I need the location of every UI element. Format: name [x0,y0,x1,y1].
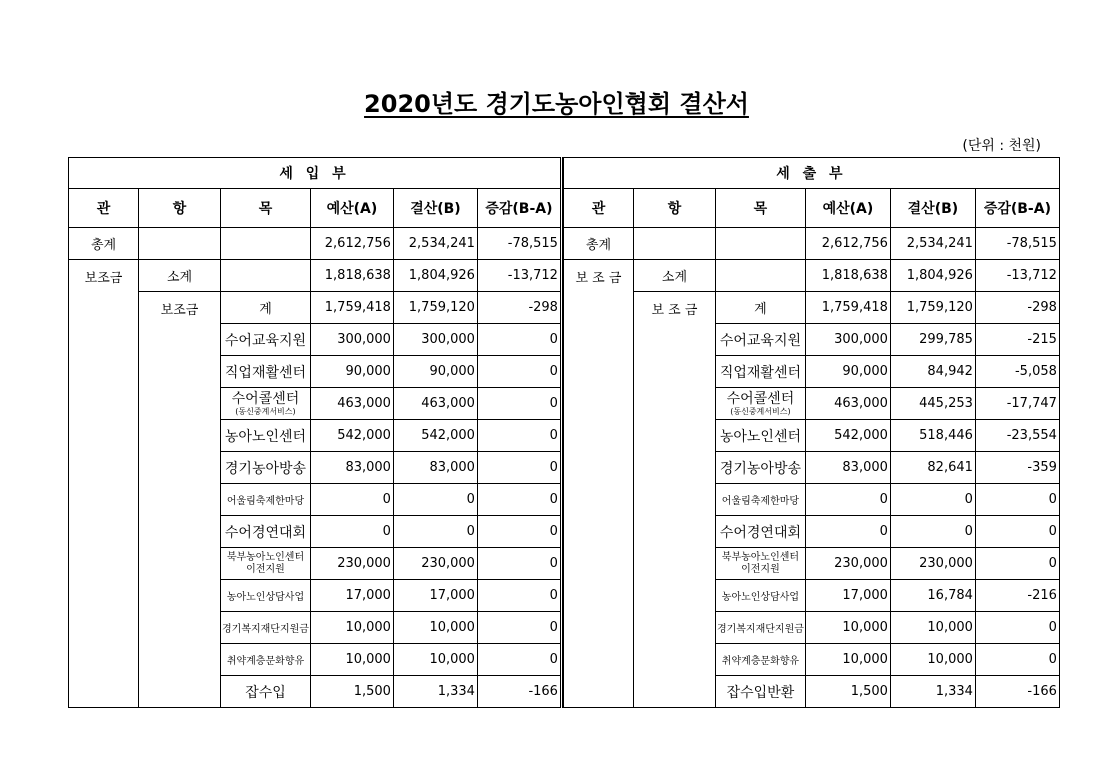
amount-cell: -298 [975,292,1059,324]
mok-sublabel: (동신중계서비스) [730,406,791,416]
amount-cell: 1,500 [805,676,890,708]
amount-cell: 2,612,756 [310,228,393,260]
amount-cell: -166 [477,676,561,708]
amount-cell: 1,818,638 [805,260,890,292]
amount-cell: 84,942 [890,356,975,388]
empty-cell [221,228,311,260]
mok-cell: 경기농아방송 [221,452,311,484]
mok-cell: 직업재활센터 [221,356,311,388]
amount-cell: 463,000 [393,388,477,420]
mok-cell: 수어경연대회 [221,516,311,548]
amount-cell: 0 [975,644,1059,676]
amount-cell: 0 [477,548,561,580]
amount-cell: 1,334 [393,676,477,708]
subtotal-row [563,260,1059,292]
amount-cell: 2,612,756 [805,228,890,260]
amount-cell: 10,000 [805,612,890,644]
empty-cell [715,260,805,292]
group-row [69,292,562,324]
total-label: 총계 [563,228,633,260]
amount-cell: 230,000 [805,548,890,580]
column-header-settle: 결산(B) [393,189,477,228]
empty-cell [221,260,311,292]
amount-cell: 1,804,926 [393,260,477,292]
amount-cell: 1,818,638 [310,260,393,292]
amount-cell: 463,000 [805,388,890,420]
column-header-hang: 항 [139,189,221,228]
mok-cell: 잡수입 [221,676,311,708]
amount-cell: -13,712 [975,260,1059,292]
amount-cell: 0 [477,516,561,548]
mok-sublabel: (동신중계서비스) [235,406,296,416]
amount-cell: 82,641 [890,452,975,484]
mok-cell: 잡수입반환 [715,676,805,708]
section-header: 세 출 부 [563,158,1059,189]
column-header-diff: 증감(B-A) [975,189,1059,228]
column-header-budget: 예산(A) [310,189,393,228]
amount-cell: -5,058 [975,356,1059,388]
amount-cell: 1,804,926 [890,260,975,292]
amount-cell: -166 [975,676,1059,708]
amount-cell: 0 [477,324,561,356]
amount-cell: 0 [975,516,1059,548]
mok-cell: 농아노인상담사업 [715,580,805,612]
amount-cell: 90,000 [393,356,477,388]
column-header-budget: 예산(A) [805,189,890,228]
amount-cell: 0 [477,452,561,484]
amount-cell: 0 [477,580,561,612]
amount-cell: 0 [890,516,975,548]
total-row [69,228,562,260]
amount-cell: -78,515 [975,228,1059,260]
amount-cell: 0 [310,484,393,516]
empty-cell [139,228,221,260]
column-header-settle: 결산(B) [890,189,975,228]
amount-cell: 0 [805,484,890,516]
amount-cell: 16,784 [890,580,975,612]
mok-cell: 수어교육지원 [221,324,311,356]
amount-cell: 10,000 [393,644,477,676]
mok-cell: 경기복지재단지원금 [715,612,805,644]
amount-cell: 518,446 [890,420,975,452]
hang-cell: 소계 [633,260,715,292]
mok-label-line2: 이전지원 [246,563,285,575]
amount-cell: 1,500 [310,676,393,708]
amount-cell: 10,000 [310,644,393,676]
column-header-mok: 목 [221,189,311,228]
amount-cell: 1,334 [890,676,975,708]
amount-cell: 10,000 [805,644,890,676]
amount-cell: 90,000 [805,356,890,388]
amount-cell: 10,000 [310,612,393,644]
amount-cell: 0 [393,516,477,548]
amount-cell: 0 [477,356,561,388]
hang-cell: 보 조 금 [633,292,715,708]
total-label: 총계 [69,228,139,260]
amount-cell: 230,000 [393,548,477,580]
mok-cell [715,388,805,420]
mok-cell: 어울림축제한마당 [221,484,311,516]
amount-cell: 10,000 [890,644,975,676]
amount-cell: 10,000 [890,612,975,644]
amount-cell: -216 [975,580,1059,612]
amount-cell: 17,000 [805,580,890,612]
amount-cell: 445,253 [890,388,975,420]
hang-cell: 소계 [139,260,221,292]
amount-cell: 0 [393,484,477,516]
amount-cell: 1,759,418 [310,292,393,324]
mok-cell: 농아노인센터 [221,420,311,452]
amount-cell: 0 [975,548,1059,580]
column-header-mok: 목 [715,189,805,228]
settlement-tables [68,157,1060,708]
amount-cell: 1,759,120 [890,292,975,324]
amount-cell: -13,712 [477,260,561,292]
amount-cell: 300,000 [805,324,890,356]
amount-cell: -298 [477,292,561,324]
amount-cell: 2,534,241 [890,228,975,260]
gwan-cell: 보 조 금 [563,260,633,708]
mok-cell [221,388,311,420]
mok-cell: 어울림축제한마당 [715,484,805,516]
amount-cell: 83,000 [310,452,393,484]
amount-cell: 10,000 [393,612,477,644]
expense-table [563,157,1060,708]
amount-cell: -359 [975,452,1059,484]
mok-cell: 취약계층문화향유 [715,644,805,676]
amount-cell: 300,000 [393,324,477,356]
amount-cell: 230,000 [890,548,975,580]
amount-cell: 2,534,241 [393,228,477,260]
amount-cell: 230,000 [310,548,393,580]
mok-cell: 수어교육지원 [715,324,805,356]
amount-cell: 0 [975,612,1059,644]
mok-cell: 취약계층문화향유 [221,644,311,676]
amount-cell: 17,000 [310,580,393,612]
amount-cell: 90,000 [310,356,393,388]
amount-cell: 0 [805,516,890,548]
amount-cell: 83,000 [805,452,890,484]
mok-cell [221,548,311,580]
mok-cell [715,548,805,580]
amount-cell: 299,785 [890,324,975,356]
amount-cell: 0 [477,388,561,420]
mok-cell: 직업재활센터 [715,356,805,388]
empty-cell [715,228,805,260]
mok-label: 북부농아노인센터 [226,551,305,563]
amount-cell: 0 [477,420,561,452]
mok-cell: 계 [221,292,311,324]
mok-cell: 수어경연대회 [715,516,805,548]
gwan-cell: 보조금 [69,260,139,708]
amount-cell: -17,747 [975,388,1059,420]
mok-cell: 경기복지재단지원금 [221,612,311,644]
unit-label: (단위 : 천원) [962,138,1041,154]
mok-label-line2: 이전지원 [741,563,780,575]
page-title [0,84,1113,119]
amount-cell: 463,000 [310,388,393,420]
amount-cell: 83,000 [393,452,477,484]
amount-cell: 542,000 [393,420,477,452]
amount-cell: 542,000 [805,420,890,452]
section-header: 세 입 부 [69,158,562,189]
total-row [563,228,1059,260]
income-table [68,157,563,708]
mok-label: 수어콜센터 [231,390,300,407]
amount-cell: 1,759,418 [805,292,890,324]
amount-cell: 300,000 [310,324,393,356]
subtotal-row [69,260,562,292]
group-row [563,292,1059,324]
amount-cell: -78,515 [477,228,561,260]
column-header-hang: 항 [633,189,715,228]
amount-cell: 0 [310,516,393,548]
amount-cell: -215 [975,324,1059,356]
column-header-gwan: 관 [563,189,633,228]
amount-cell: -23,554 [975,420,1059,452]
mok-cell: 농아노인센터 [715,420,805,452]
amount-cell: 17,000 [393,580,477,612]
amount-cell: 542,000 [310,420,393,452]
amount-cell: 0 [477,484,561,516]
amount-cell: 1,759,120 [393,292,477,324]
amount-cell: 0 [975,484,1059,516]
mok-label: 수어콜센터 [726,390,795,407]
hang-cell: 보조금 [139,292,221,708]
column-header-gwan: 관 [69,189,139,228]
amount-cell: 0 [477,644,561,676]
amount-cell: 0 [890,484,975,516]
mok-cell: 계 [715,292,805,324]
column-header-diff: 증감(B-A) [477,189,561,228]
title-text: 2020년도 경기도농아인협회 결산서 [364,90,749,118]
mok-cell: 경기농아방송 [715,452,805,484]
empty-cell [633,228,715,260]
mok-label: 북부농아노인센터 [721,551,800,563]
amount-cell: 0 [477,612,561,644]
mok-cell: 농아노인상담사업 [221,580,311,612]
